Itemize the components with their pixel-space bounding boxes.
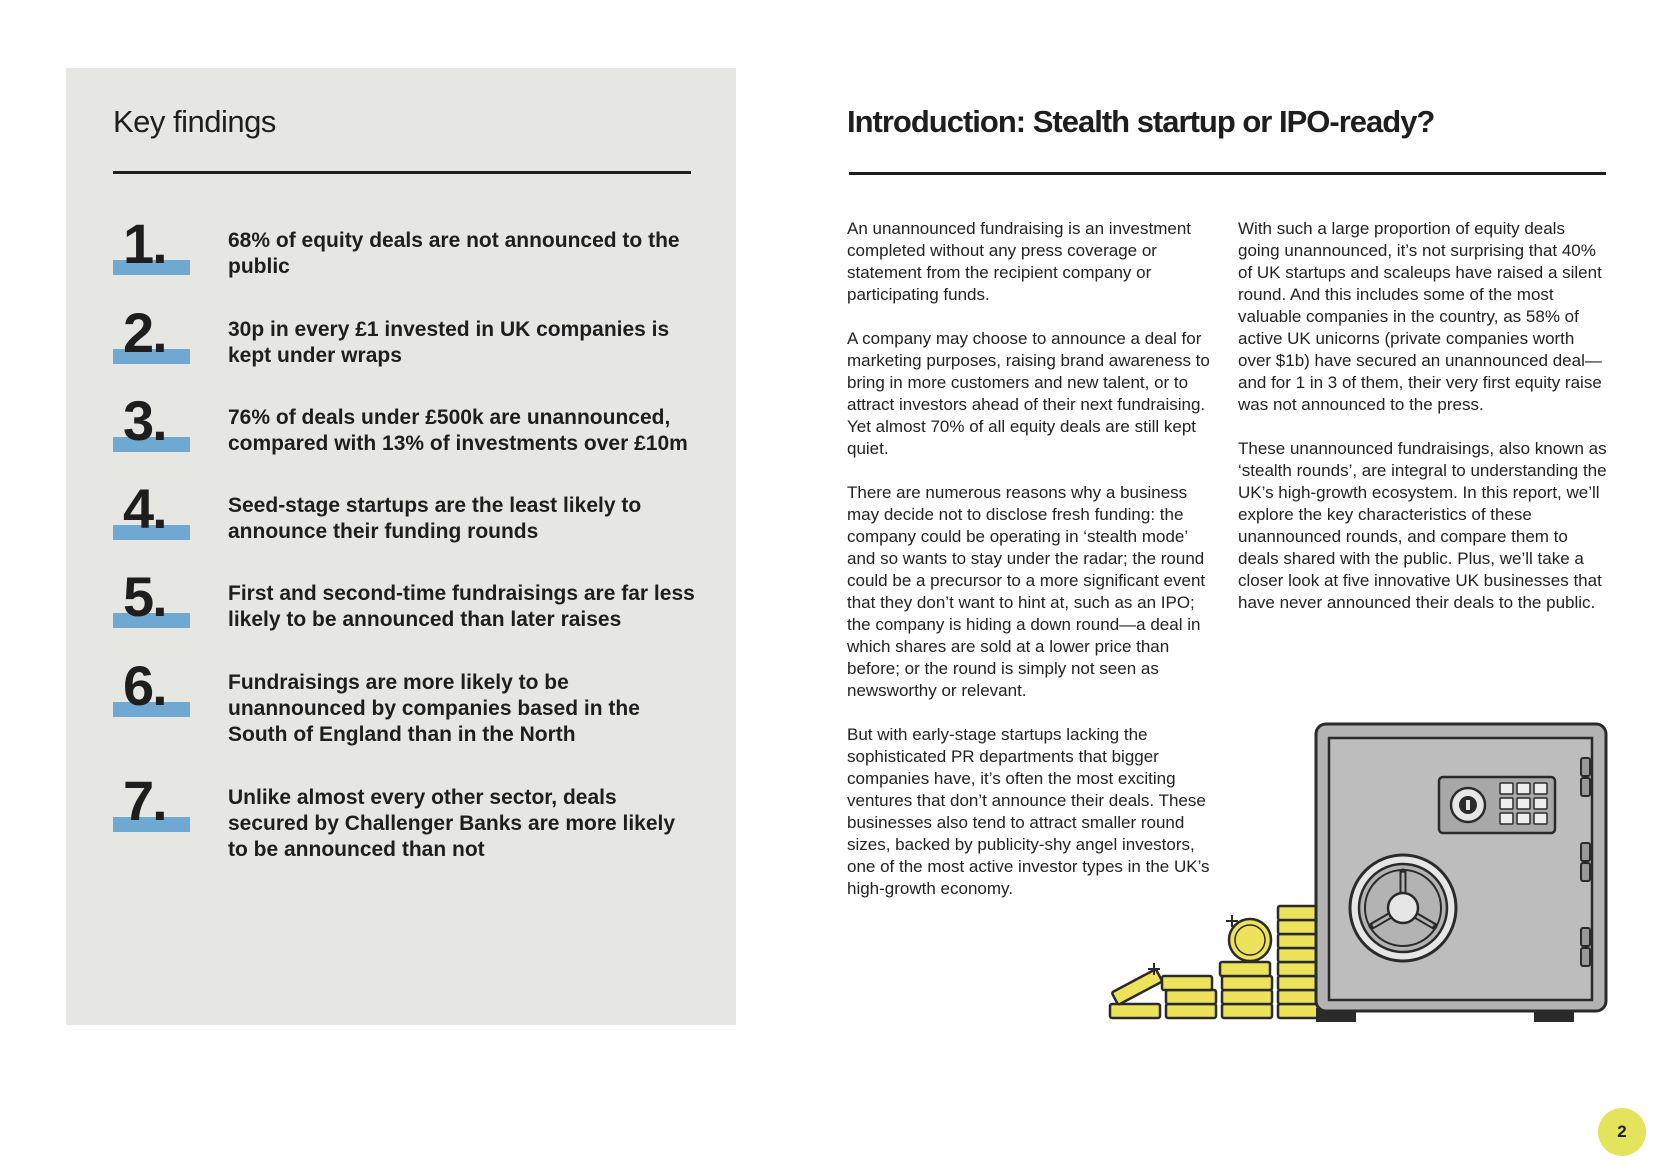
paragraph: These unannounced fundraisings, also known as ‘stealth rounds’, are integral to understanding the UK’s high-growth ecosystem. In this report, we’ll explore the key characteristics of these unannounced rounds, and compare them to deals shared with the public. Plus, we’ll take a closer look at five innovative UK businesses that have never announced their deals to the public.	[1238, 439, 1607, 612]
finding-text: 30p in every £1 invested in UK companies is kept under wraps	[228, 318, 670, 367]
key-findings-panel	[66, 68, 736, 1025]
finding-number-badge	[113, 769, 191, 837]
finding-number: 7.	[123, 769, 166, 832]
paragraph: There are numerous reasons why a business may decide not to disclose fresh funding: the company could be operating in ‘stealth mode’ and so wants to stay under the radar; the round could be a precursor to a more significant event that they don’t want to hint at, such as an IPO; the company is hiding a down round—a deal in which shares are sold at a lower price than before; or the round is simply not seen as newsworthy or relevant.	[847, 483, 1206, 700]
paragraph: A company may choose to announce a deal for marketing purposes, raising brand awareness to bring in more customers and new talent, or to attract investors ahead of their next fundraising. Yet almost 70% of all equity deals are still kept quiet.	[847, 329, 1210, 458]
finding-number-badge	[113, 301, 191, 369]
finding-text: First and second-time fundraisings are far less likely to be announced than later raises	[228, 582, 695, 631]
introduction-divider	[849, 172, 1606, 175]
finding-number-badge	[113, 654, 191, 722]
page-number-badge: 2	[1598, 1108, 1646, 1156]
finding-number: 3.	[123, 389, 166, 452]
finding-text: 68% of equity deals are not announced to the public	[228, 229, 680, 278]
finding-number-badge	[113, 477, 191, 545]
finding-text: 76% of deals under £500k are unannounced, compared with 13% of investments over £10m	[228, 406, 688, 455]
finding-number: 5.	[123, 565, 166, 628]
finding-number-badge	[113, 212, 191, 280]
paragraph: With such a large proportion of equity deals going unannounced, it’s not surprising that 40% of UK startups and scaleups have raised a silent round. And this includes some of the most valuable companies in the country, as 58% of active UK unicorns (private companies worth over $1b) have secured an unannounced deal—and for 1 in 3 of them, their very first equity raise was not announced to the press.	[1238, 219, 1602, 414]
paragraph: But with early-stage startups lacking the sophisticated PR departments that bigger companies have, it’s often the most exciting ventures that don’t announce their deals. These businesses also tend to attract smaller round sizes, backed by publicity-shy angel investors, one of the most active investor types in the UK’s high-growth economy.	[847, 725, 1210, 898]
paragraph: An unannounced fundraising is an investment completed without any press coverage or statement from the recipient company or participating funds.	[847, 219, 1192, 304]
finding-number: 1.	[123, 212, 166, 275]
finding-text: Unlike almost every other sector, deals secured by Challenger Banks are more likely to be announced than not	[228, 786, 676, 861]
finding-number: 4.	[123, 477, 166, 540]
introduction-title: Introduction: Stealth startup or IPO-ready?	[847, 104, 1435, 139]
finding-text: Fundraisings are more likely to be unannounced by companies based in the South of England than in the North	[228, 671, 640, 746]
key-findings-divider	[113, 171, 691, 174]
finding-number: 2.	[123, 301, 166, 364]
finding-text: Seed-stage startups are the least likely to announce their funding rounds	[228, 494, 642, 543]
finding-number-badge	[113, 565, 191, 633]
finding-number-badge	[113, 389, 191, 457]
finding-number: 6.	[123, 654, 166, 717]
safe-with-coins-icon	[1100, 718, 1610, 1028]
key-findings-title: Key findings	[113, 104, 276, 139]
introduction-right-column	[1238, 218, 1610, 636]
